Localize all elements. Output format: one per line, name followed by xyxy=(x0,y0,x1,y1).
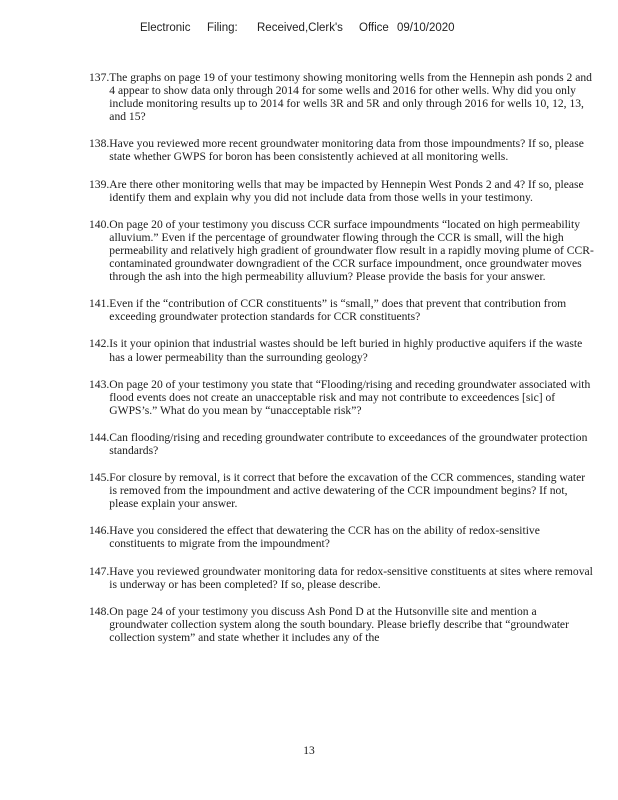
question-text: Can flooding/rising and receding groundwater contribute to exceedances of the groundwater protection standards? xyxy=(109,430,588,457)
question-number: 142. xyxy=(89,337,110,351)
question-text: On page 24 of your testimony you discuss Ash Pond D at the Hutsonville site and mention a groundwater collection system along the south boundary. Please briefly describe that “groundwater collection system” and state whether it includes any of the xyxy=(109,604,569,644)
question-item xyxy=(89,471,595,510)
question-text: For closure by removal, is it correct that before the excavation of the CCR commences, standing water is removed from the impoundment and active dewatering of the CCR impoundment begins? If not, please explain your answer. xyxy=(109,471,586,511)
question-item xyxy=(89,605,595,644)
header-date: 09/10/2020 xyxy=(397,22,455,34)
question-text: On page 20 of your testimony you discuss CCR surface impoundments “located on high permeability alluvium.” Even if the percentage of groundwater flowing through the CCR is small, will the high permeability and relatively high gradient of groundwater flow result in a rapidly moving plume of CCR-contaminated groundwater downgradient of the CCR surface impoundment, once groundwater moves through the ash into the high permeability alluvium? Please provide the basis for your answer. xyxy=(109,217,594,284)
question-list xyxy=(89,71,595,658)
question-text: Is it your opinion that industrial wastes should be left buried in highly productive aquifers if the waste has a lower permeability than the surrounding geology? xyxy=(109,337,583,364)
question-item xyxy=(89,178,595,204)
question-text: The graphs on page 19 of your testimony showing monitoring wells from the Hennepin ash ponds 2 and 4 appear to show data only through 2014 for some wells and 2016 for other wells. Why did you only include monitoring results up to 2014 for wells 3R and 5R and only through 2016 for wells 10, 12, 13, and 15? xyxy=(109,71,592,124)
question-item xyxy=(89,137,595,163)
page-number: 13 xyxy=(303,745,315,757)
question-number: 145. xyxy=(89,471,110,485)
question-text: Have you considered the effect that dewatering the CCR has on the ability of redox-sensitive constituents to migrate from the impoundment? xyxy=(109,524,540,551)
question-text: Are there other monitoring wells that may be impacted by Hennepin West Ponds 2 and 4? If so, please identify them and explain why you did not include data from those wells in your testimony. xyxy=(109,177,584,204)
question-item xyxy=(89,378,595,417)
question-item xyxy=(89,431,595,457)
question-item xyxy=(89,297,595,323)
question-number: 137. xyxy=(89,71,110,84)
question-text: Even if the “contribution of CCR constituents” is “small,” does that prevent that contribution from exceeding groundwater protection standards for CCR constituents? xyxy=(109,297,567,324)
question-number: 148. xyxy=(89,604,110,618)
header-electronic: Electronic xyxy=(140,22,191,34)
question-text: Have you reviewed more recent groundwater monitoring data from those impoundments? If so, please state whether GWPS for boron has been consistently achieved at all monitoring wells. xyxy=(109,137,584,164)
question-item xyxy=(89,565,595,591)
question-item xyxy=(89,524,595,550)
header-received: Received,Clerk's xyxy=(257,22,343,34)
question-item xyxy=(89,71,595,123)
question-number: 146. xyxy=(89,524,110,538)
header-office: Office xyxy=(359,22,389,34)
question-number: 140. xyxy=(89,217,110,231)
question-number: 147. xyxy=(89,564,110,578)
question-number: 138. xyxy=(89,137,110,151)
question-item xyxy=(89,218,595,283)
question-number: 144. xyxy=(89,430,110,444)
question-text: On page 20 of your testimony you state that “Flooding/rising and receding groundwater associated with flood events does not create an unacceptable risk and may not contribute to exceedences [sic] of GWPS’s.” What do you mean by “unacceptable risk”? xyxy=(109,377,591,417)
header-filing: Filing: xyxy=(207,22,238,34)
question-number: 141. xyxy=(89,297,110,311)
question-number: 139. xyxy=(89,177,110,191)
question-item xyxy=(89,337,595,363)
question-number: 143. xyxy=(89,377,110,391)
question-text: Have you reviewed groundwater monitoring data for redox-sensitive constituents at sites where removal is underway or has been completed? If so, please describe. xyxy=(109,564,593,591)
